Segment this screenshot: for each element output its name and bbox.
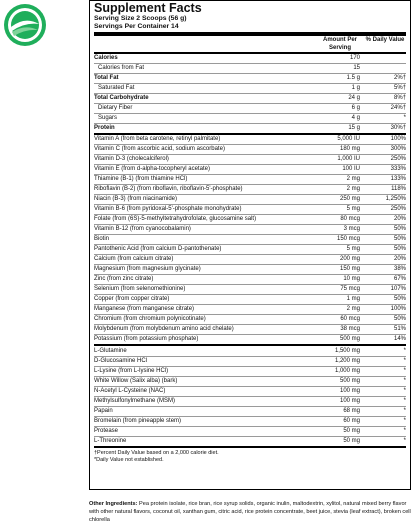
supplement-facts-panel [89, 0, 411, 490]
nutrient-dv: 333% [390, 166, 406, 172]
nutrient-amount: 15 g [348, 125, 360, 131]
other-ingredients-label: Other Ingredients: [89, 501, 138, 507]
nutrient-name: Molybdenum (from molybdenum amino acid chelate) [94, 326, 234, 332]
nutrient-name: Zinc (from zinc citrate) [94, 276, 154, 282]
nutrient-name: Total Fat [94, 75, 119, 81]
table-row [94, 135, 406, 145]
table-row [94, 335, 406, 346]
table-row [94, 295, 406, 305]
nutrient-name: Niacin (B-3) (from niacinamide) [94, 196, 178, 202]
table-row [94, 377, 406, 387]
table-row [94, 74, 406, 84]
nutrient-name: L-Threonine [94, 438, 127, 444]
nutrient-dv: 133% [390, 176, 406, 182]
table-row [94, 265, 406, 275]
nutrient-amount: 1,200 mg [334, 358, 360, 364]
nutrient-dv: 2%† [393, 75, 406, 81]
table-row [94, 387, 406, 397]
nutrient-amount: 250 mg [339, 196, 360, 202]
nutrient-dv: * [403, 428, 406, 434]
nutrient-dv: * [403, 115, 406, 121]
nutrient-name: Vitamin B-6 (from pyridoxal-5'-phosphate monohydrate) [94, 206, 242, 212]
serving-size: Serving Size 2 Scoops (56 g) [94, 15, 187, 22]
nutrient-name: Copper (from copper citrate) [94, 296, 170, 302]
table-row [94, 155, 406, 165]
table-row [94, 367, 406, 377]
nutrient-name: Protein [94, 125, 115, 131]
table-row [94, 235, 406, 245]
table-row [94, 315, 406, 325]
table-row [94, 325, 406, 335]
nutrient-amount: 2 mg [346, 176, 360, 182]
nutrient-dv: 107% [390, 286, 406, 292]
nutrient-name: Selenium (from selenomethionine) [94, 286, 186, 292]
nutrient-amount: 80 mcg [340, 216, 360, 222]
nutrient-dv: 100% [390, 306, 406, 312]
nutrient-amount: 5,000 IU [337, 136, 360, 142]
table-row [94, 145, 406, 155]
table-row [94, 205, 406, 215]
table-row [94, 275, 406, 285]
nutrient-amount: 1,000 mg [334, 368, 360, 374]
nutrient-amount: 5 mg [346, 206, 360, 212]
nutrient-dv: * [403, 438, 406, 444]
nutrient-dv: 24%† [390, 105, 406, 111]
table-row [94, 64, 406, 74]
nutrient-amount: 1,500 mg [334, 348, 360, 354]
table-row [94, 407, 406, 417]
nutrient-dv: * [403, 398, 406, 404]
nutrient-name: Calories [94, 55, 118, 61]
table-row [94, 397, 406, 407]
table-row [94, 165, 406, 175]
nutrient-name: Biotin [94, 236, 110, 242]
nutrient-amount: 100 mg [339, 388, 360, 394]
table-row [94, 245, 406, 255]
nutrient-dv: 1,250% [385, 196, 406, 202]
nutrient-amount: 38 mcg [340, 326, 360, 332]
nutrient-dv: 51% [393, 326, 406, 332]
nutrient-name: D-Glucosamine HCl [94, 358, 148, 364]
footnote-dv: †Percent Daily Value based on a 2,000 calorie diet. [94, 450, 219, 456]
nutrient-amount: 170 [349, 55, 360, 61]
table-row [94, 427, 406, 437]
nutrient-name: Riboflavin (B-2) (from riboflavin, riboflavin-5'-phosphate) [94, 186, 243, 192]
nutrient-amount: 50 mg [343, 438, 360, 444]
nutrient-amount: 60 mg [343, 418, 360, 424]
table-row [94, 54, 406, 64]
nutrient-amount: 1.5 g [346, 75, 360, 81]
nutrient-name: Saturated Fat [98, 85, 135, 91]
table-row [94, 114, 406, 124]
nutrient-dv: 14% [393, 336, 406, 342]
nutrient-name: Sugars [98, 115, 118, 121]
nutrient-dv: * [403, 348, 406, 354]
nutrient-name: Dietary Fiber [98, 105, 133, 111]
other-ingredients-section [94, 347, 406, 448]
nutrient-dv: 50% [393, 296, 406, 302]
nutrient-dv: * [403, 358, 406, 364]
servings-per-container: Servings Per Container 14 [94, 23, 179, 30]
nutrient-name: Vitamin E (from d-alpha-tocopheryl acetate) [94, 166, 210, 172]
table-row [94, 225, 406, 235]
nutrient-name: Calories from Fat [98, 65, 145, 71]
nutrient-name: Pantothenic Acid (from calcium D-pantothenate) [94, 246, 222, 252]
vitamins-section [94, 135, 406, 346]
nutrient-dv: 100% [390, 136, 406, 142]
table-row [94, 437, 406, 448]
table-row [94, 195, 406, 205]
nutrient-amount: 1 mg [346, 296, 360, 302]
nutrient-dv: 50% [393, 316, 406, 322]
nutrient-dv: * [403, 378, 406, 384]
nutrient-name: Calcium (from calcium citrate) [94, 256, 174, 262]
nutrient-name: Manganese (from manganese citrate) [94, 306, 195, 312]
nutrient-dv: 30%† [390, 125, 406, 131]
nutrient-dv: 250% [390, 156, 406, 162]
nutrient-name: Vitamin C (from ascorbic acid, sodium ascorbate) [94, 146, 225, 152]
table-row [94, 94, 406, 104]
table-row [94, 215, 406, 225]
nutrient-name: White Willow (Salix alba) (bark) [94, 378, 178, 384]
table-row [94, 104, 406, 114]
nutrient-dv: 300% [390, 146, 406, 152]
nutrient-name: Chromium (from chromium polynicotinate) [94, 316, 206, 322]
nutrient-amount: 75 mcg [340, 286, 360, 292]
nutrient-amount: 100 IU [342, 166, 360, 172]
table-row [94, 417, 406, 427]
nutrient-amount: 24 g [348, 95, 360, 101]
brand-logo [2, 2, 48, 48]
nutrient-amount: 50 mg [343, 428, 360, 434]
nutrient-amount: 60 mcg [340, 316, 360, 322]
nutrient-amount: 15 [353, 65, 360, 71]
nutrient-amount: 3 mcg [343, 226, 360, 232]
nutrient-name: Thiamine (B-1) (from thiamine HCl) [94, 176, 188, 182]
nutrient-amount: 100 mg [339, 398, 360, 404]
nutrient-dv: * [403, 368, 406, 374]
nutrient-name: Vitamin A (from beta carotene, retinyl palmitate) [94, 136, 221, 142]
nutrient-name: Protease [94, 428, 119, 434]
nutrient-dv [364, 64, 406, 73]
footnote-not-established: *Daily Value not established. [94, 457, 164, 463]
nutrient-amount: 200 mg [339, 256, 360, 262]
nutrient-name: Vitamin B-12 (from cyanocobalamin) [94, 226, 191, 232]
nutrient-amount: 5 mg [346, 246, 360, 252]
table-row [94, 357, 406, 367]
table-row [94, 175, 406, 185]
nutrient-dv: 38% [393, 266, 406, 272]
nutrient-amount: 150 mcg [336, 236, 360, 242]
dv-header: % Daily Value [365, 37, 405, 43]
nutrient-dv: 20% [393, 216, 406, 222]
nutrient-amount: 2 mg [346, 186, 360, 192]
nutrient-amount: 500 mg [339, 336, 360, 342]
table-row [94, 84, 406, 94]
nutrient-amount: 500 mg [339, 378, 360, 384]
nutrient-name: Methylsulfonylmethane (MSM) [94, 398, 176, 404]
nutrient-dv: 5%† [393, 85, 406, 91]
table-row [94, 185, 406, 195]
nutrient-name: Folate (from (6S)-5-methyltetrahydrofolate, glucosamine salt) [94, 216, 257, 222]
amount-header: Amount Per Serving [322, 37, 357, 51]
other-ingredients [89, 500, 414, 524]
nutrient-name: Bromelain (from pineapple stem) [94, 418, 182, 424]
nutrient-dv: 20% [393, 256, 406, 262]
panel-title: Supplement Facts [94, 1, 202, 15]
nutrient-dv: 50% [393, 246, 406, 252]
nutrient-name: N-Acetyl L-Cysteine (NAC) [94, 388, 166, 394]
nutrient-dv: * [403, 408, 406, 414]
nutrient-amount: 10 mg [343, 276, 360, 282]
nutrient-name: Magnesium (from magnesium glycinate) [94, 266, 201, 272]
nutrient-dv: 50% [393, 226, 406, 232]
nutrient-name: Papain [94, 408, 113, 414]
table-row [94, 285, 406, 295]
nutrient-name: Vitamin D-3 (cholecalciferol) [94, 156, 169, 162]
other-ingredients-text: Pea protein isolate, rice bran, rice syrup solids, organic inulin, maltodextrin, xylitol, natural mixed berry flavor with other natural flavors, coconut oil, xanthan gum, citric acid, rice protein concentrate, beet juice, stevia (leaf extract), broken cell chlorella [89, 501, 411, 523]
nutrient-amount: 180 mg [339, 146, 360, 152]
nutrient-amount: 68 mg [343, 408, 360, 414]
nutrient-name: Potassium (from potassium phosphate) [94, 336, 199, 342]
table-row [94, 255, 406, 265]
nutrient-amount: 2 mg [346, 306, 360, 312]
nutrient-name: L-Glutamine [94, 348, 127, 354]
nutrient-dv [364, 54, 406, 63]
table-row [94, 305, 406, 315]
nutrient-name: Total Carbohydrate [94, 95, 149, 101]
column-header [94, 36, 406, 52]
nutrient-dv: 8%† [393, 95, 406, 101]
nutrient-amount: 1 g [351, 85, 360, 91]
nutrient-amount: 6 g [351, 105, 360, 111]
nutrient-amount: 150 mg [339, 266, 360, 272]
nutrient-dv: 250% [390, 206, 406, 212]
nutrient-dv: * [403, 418, 406, 424]
nutrient-name: L-Lysine (from L-lysine HCl) [94, 368, 169, 374]
nutrient-dv: 67% [393, 276, 406, 282]
nutrient-dv: * [403, 388, 406, 394]
macros-section [94, 54, 406, 135]
nutrient-amount: 1,000 IU [337, 156, 360, 162]
table-row [94, 124, 406, 135]
nutrient-amount: 4 g [351, 115, 360, 121]
table-row [94, 347, 406, 357]
nutrient-dv: 50% [393, 236, 406, 242]
nutrient-dv: 118% [391, 186, 406, 192]
